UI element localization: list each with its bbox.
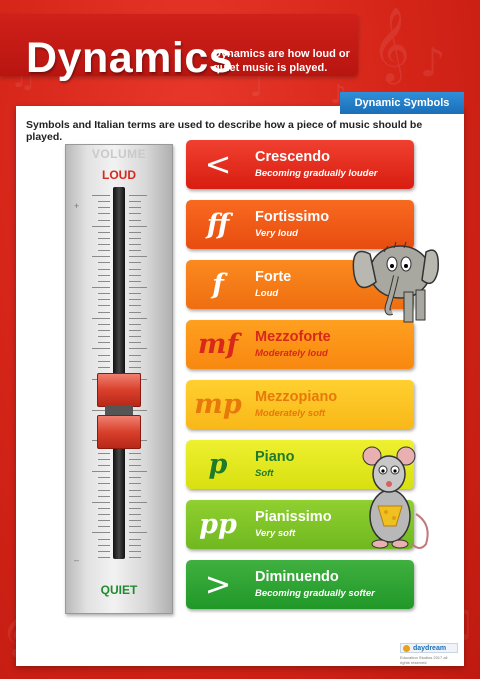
tick-mark (129, 305, 141, 306)
intro-text: Symbols and Italian terms are used to describe how a piece of music should be played. (26, 119, 423, 143)
tick-mark (98, 545, 110, 546)
dynamic-desc: Becoming gradually softer (255, 588, 375, 599)
tick-mark (92, 287, 110, 288)
tick-mark (129, 201, 141, 202)
fortissimo-symbol: ff (206, 209, 230, 240)
tick-mark (98, 453, 110, 454)
dynamic-name: Mezzoforte (255, 329, 331, 345)
tick-mark (98, 539, 110, 540)
tick-mark (129, 367, 141, 368)
volume-slider (65, 144, 173, 614)
tick-mark (129, 514, 141, 515)
tick-mark (129, 238, 141, 239)
tick-mark (129, 471, 147, 472)
minus-mark: – (74, 555, 80, 565)
tick-mark (92, 256, 110, 257)
dynamic-card-diminuendo (186, 560, 414, 609)
tick-mark (98, 465, 110, 466)
dynamic-name: Diminuendo (255, 569, 339, 585)
tick-mark (129, 453, 141, 454)
tick-mark (129, 281, 141, 282)
mezzopiano-symbol: mp (194, 389, 242, 420)
content-panel (16, 97, 464, 666)
tick-mark (92, 348, 110, 349)
tick-mark (98, 238, 110, 239)
dynamic-desc: Very soft (255, 528, 296, 539)
dynamic-name: Mezzopiano (255, 389, 338, 405)
dynamic-name: Crescendo (255, 149, 330, 165)
tick-mark (98, 312, 110, 313)
tick-mark (92, 195, 110, 196)
tick-mark (129, 293, 141, 294)
plus-mark: + (74, 201, 80, 211)
tick-mark (92, 226, 110, 227)
tick-mark (129, 269, 141, 270)
tick-mark (98, 551, 110, 552)
publisher-logo (400, 643, 458, 665)
panel-tab: Dynamic Symbols (340, 92, 464, 114)
tick-mark (129, 250, 141, 251)
tick-mark (129, 312, 141, 313)
dynamic-desc: Very loud (255, 228, 298, 239)
tick-mark (129, 532, 147, 533)
tick-mark (98, 305, 110, 306)
tick-mark (129, 299, 141, 300)
tick-mark (129, 287, 147, 288)
tick-mark (98, 336, 110, 337)
tick-mark (98, 557, 110, 558)
tick-mark (98, 250, 110, 251)
mezzoforte-symbol: mf (197, 329, 239, 360)
tick-mark (92, 532, 110, 533)
loud-label: LOUD (102, 168, 136, 182)
elephant-illustration (348, 224, 440, 328)
tick-mark (129, 557, 141, 558)
page-subtitle: Dynamics are how loud or quiet music is played. (213, 48, 350, 74)
tick-mark (129, 195, 147, 196)
tick-mark (98, 232, 110, 233)
tick-mark (129, 355, 141, 356)
tick-mark (98, 299, 110, 300)
tick-mark (129, 483, 141, 484)
dynamic-desc: Soft (255, 468, 274, 479)
tick-mark (129, 213, 141, 214)
tick-mark (98, 324, 110, 325)
tick-mark (98, 483, 110, 484)
tick-mark (129, 477, 141, 478)
dynamic-name: Piano (255, 449, 295, 465)
tick-mark (129, 244, 141, 245)
tick-mark (98, 459, 110, 460)
tick-mark (129, 336, 141, 337)
dynamic-name: Forte (255, 269, 292, 285)
crescendo-symbol: < (204, 145, 232, 183)
tick-mark (129, 318, 147, 319)
tick-mark (98, 262, 110, 263)
tick-mark (129, 361, 141, 362)
tick-mark (98, 220, 110, 221)
diminuendo-symbol: > (204, 565, 232, 603)
tick-mark (92, 318, 110, 319)
tick-mark (98, 201, 110, 202)
logo-brand: daydream (413, 645, 447, 652)
tick-mark (129, 220, 141, 221)
tick-mark (129, 330, 141, 331)
tick-mark (129, 256, 147, 257)
tick-mark (129, 465, 141, 466)
dynamic-card-crescendo (186, 140, 414, 189)
dynamic-card-mezzopiano (186, 380, 414, 429)
tick-mark (92, 471, 110, 472)
dynamic-desc: Loud (255, 288, 279, 299)
tick-mark (98, 508, 110, 509)
logo-small-print: Education Studios 2017 all rights reserved (400, 655, 448, 665)
tick-mark (129, 348, 147, 349)
knob-bottom (97, 415, 141, 449)
piano-symbol: p (208, 449, 228, 480)
tick-mark (98, 355, 110, 356)
tick-mark (129, 520, 141, 521)
dynamic-name: Fortissimo (255, 209, 330, 225)
tick-mark (129, 207, 141, 208)
tick-mark (98, 213, 110, 214)
page-title: Dynamics (26, 34, 234, 82)
tick-mark (98, 342, 110, 343)
tick-mark (129, 232, 141, 233)
tick-mark (98, 330, 110, 331)
tick-mark (98, 490, 110, 491)
tick-mark (129, 551, 141, 552)
dynamic-desc: Moderately loud (255, 348, 328, 359)
tick-mark (98, 293, 110, 294)
tick-mark (92, 502, 110, 503)
tick-mark (98, 207, 110, 208)
tick-mark (98, 367, 110, 368)
tick-mark (129, 508, 141, 509)
tick-mark (98, 244, 110, 245)
music-notes-background: 𝄞 ♪ ♫ ♩ ♪ (10, 8, 446, 110)
tick-mark (129, 324, 141, 325)
tick-mark (129, 459, 141, 460)
tick-mark (129, 496, 141, 497)
dynamic-name: Pianissimo (255, 509, 332, 525)
tick-mark (98, 361, 110, 362)
forte-symbol: f (212, 269, 224, 300)
mouse-illustration (356, 444, 432, 552)
dynamic-desc: Becoming gradually louder (255, 168, 378, 179)
tick-mark (129, 490, 141, 491)
slider-knob (97, 373, 141, 451)
tick-mark (129, 502, 147, 503)
pianissimo-symbol: pp (199, 509, 237, 540)
tick-mark (98, 526, 110, 527)
tick-mark (129, 539, 141, 540)
dynamic-desc: Moderately soft (255, 408, 326, 419)
tick-mark (98, 520, 110, 521)
logo-box (400, 643, 458, 653)
tick-mark (129, 275, 141, 276)
tick-mark (129, 545, 141, 546)
tick-mark (129, 262, 141, 263)
tick-mark (98, 496, 110, 497)
title-bar (0, 14, 358, 82)
logo-dot-icon (403, 645, 410, 652)
tick-mark (98, 269, 110, 270)
tick-mark (129, 226, 147, 227)
tick-mark (98, 514, 110, 515)
tick-mark (129, 526, 141, 527)
tick-mark (98, 275, 110, 276)
knob-top (97, 373, 141, 407)
tick-mark (98, 477, 110, 478)
volume-label: VOLUME (91, 147, 147, 161)
tick-mark (129, 342, 141, 343)
quiet-label: QUIET (100, 583, 138, 597)
tick-mark (98, 281, 110, 282)
